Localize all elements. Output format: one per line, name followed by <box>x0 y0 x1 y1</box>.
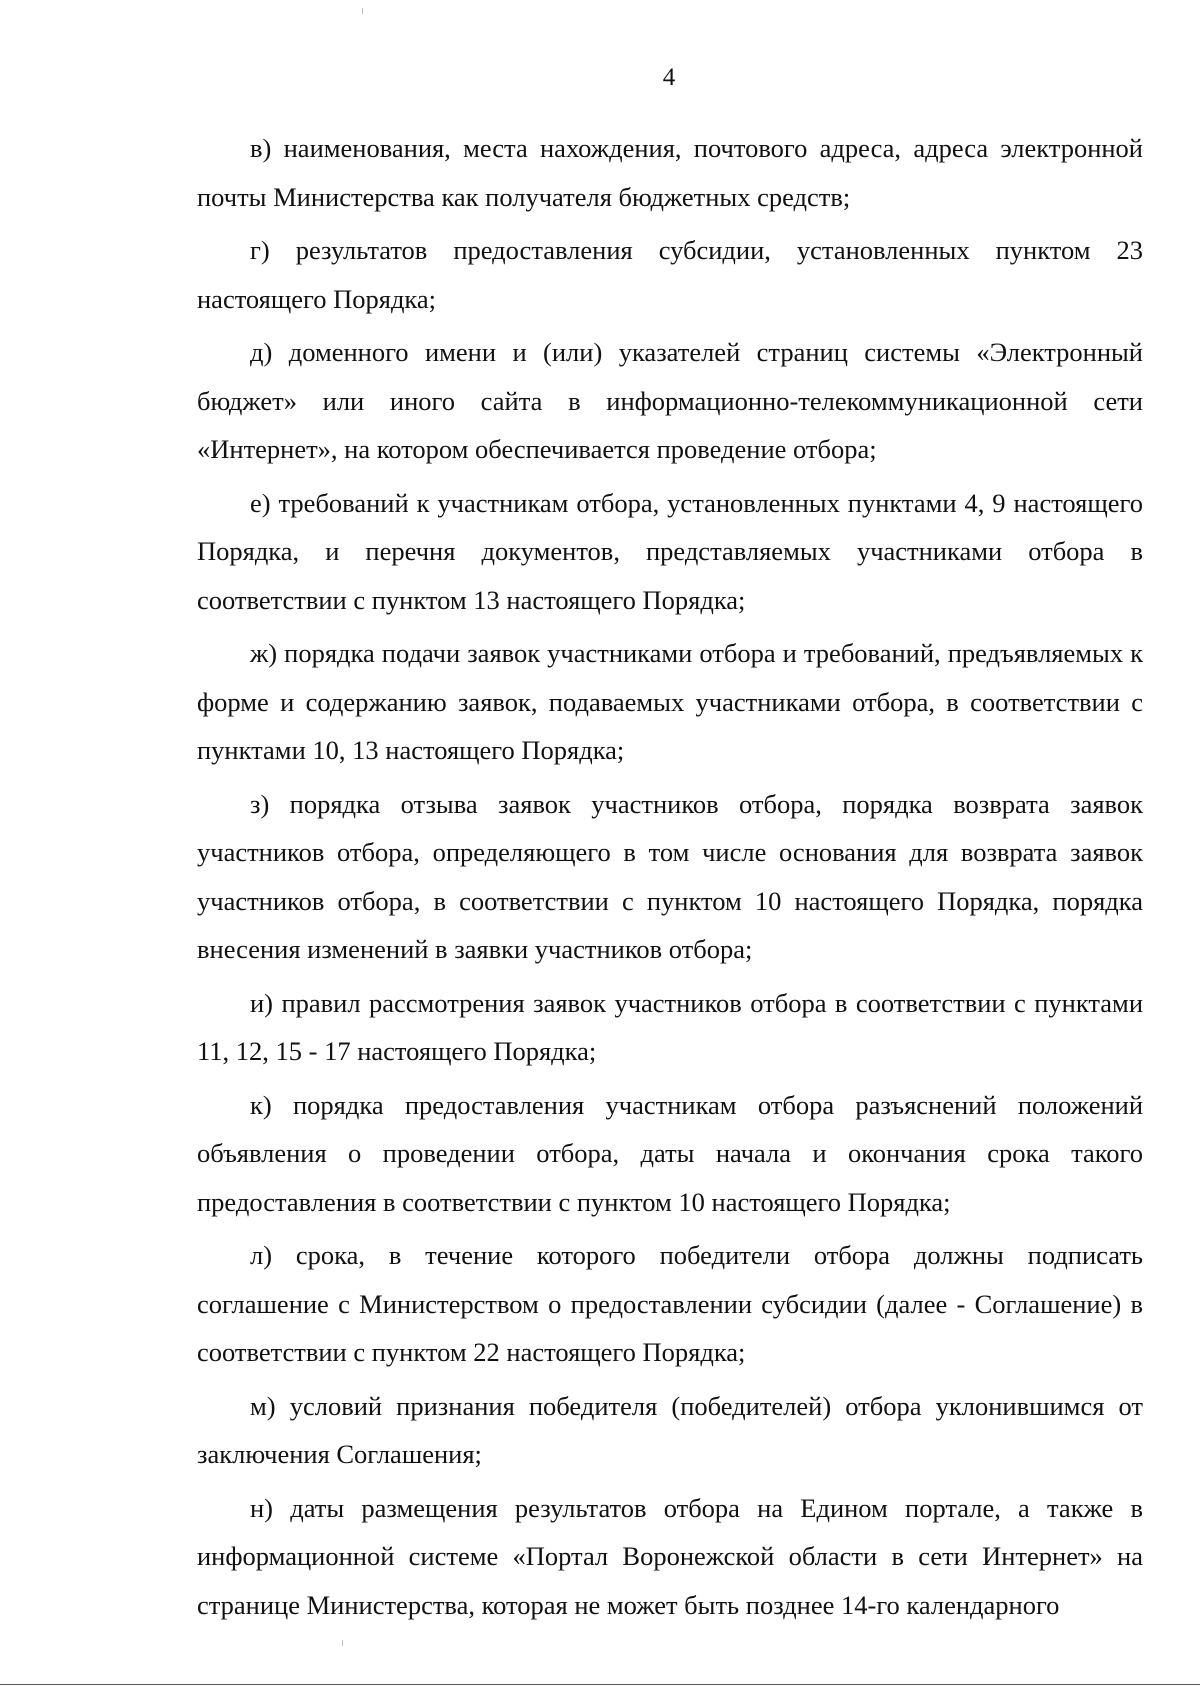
page-number: 4 <box>662 64 676 91</box>
paragraph-z: з) порядка отзыва заявок участников отбора, порядка возврата заявок участников отбора, определяющего в том числе основания для возврата заявок участников отбора, в соответствии с пунктом 10 настоящего Порядка, порядка внесения изменений в заявки участников отбора; <box>197 788 1143 964</box>
paragraph-e: е) требований к участникам отбора, установленных пунктами 4, 9 настоящего Порядка, и перечня документов, представляемых участниками отбора в соответствии с пунктом 13 настоящего Порядка; <box>197 487 1143 615</box>
paragraph-g: г) результатов предоставления субсидии, установленных пунктом 23 настоящего Порядка; <box>197 235 1143 314</box>
scan-artifact-bottom <box>342 1640 343 1646</box>
paragraph-d: д) доменного имени и (или) указателей страниц системы «Электронный бюджет» или иного сайта в информационно-телекоммуникационной сети «Интернет», на котором обеспечивается проведение отбора; <box>197 337 1143 464</box>
paragraph-i: и) правил рассмотрения заявок участников отбора в соответствии с пунктами 11, 12, 15 - 17 настоящего Порядка; <box>197 987 1143 1066</box>
page-bottom-edge <box>0 1684 1200 1685</box>
paragraph-l: л) срока, в течение которого победители отбора должны подписать соглашение с Министерством о предоставлении субсидии (далее - Соглашение) в соответствии с пунктом 22 настоящего Порядка; <box>197 1240 1143 1367</box>
scan-artifact-top <box>362 8 363 14</box>
document-body <box>197 124 1143 1634</box>
paragraph-n: н) даты размещения результатов отбора на Едином портале, а также в информационной системе «Портал Воронежской области в сети Интернет» на странице Министерства, которая не может быть позднее 14-го календарного <box>197 1492 1143 1620</box>
paragraph-k: к) порядка предоставления участникам отбора разъяснений положений объявления о проведении отбора, даты начала и окончания срока такого предоставления в соответствии с пунктом 10 настоящего Порядка; <box>197 1089 1143 1217</box>
paragraph-m: м) условий признания победителя (победителей) отбора уклонившимся от заключения Соглашения; <box>197 1390 1143 1469</box>
paragraph-v: в) наименования, места нахождения, почтового адреса, адреса электронной почты Министерства как получателя бюджетных средств; <box>197 133 1143 212</box>
paragraph-zh: ж) порядка подачи заявок участниками отбора и требований, предъявляемых к форме и содержанию заявок, подаваемых участниками отбора, в соответствии с пунктами 10, 13 настоящего Порядка; <box>197 638 1143 765</box>
